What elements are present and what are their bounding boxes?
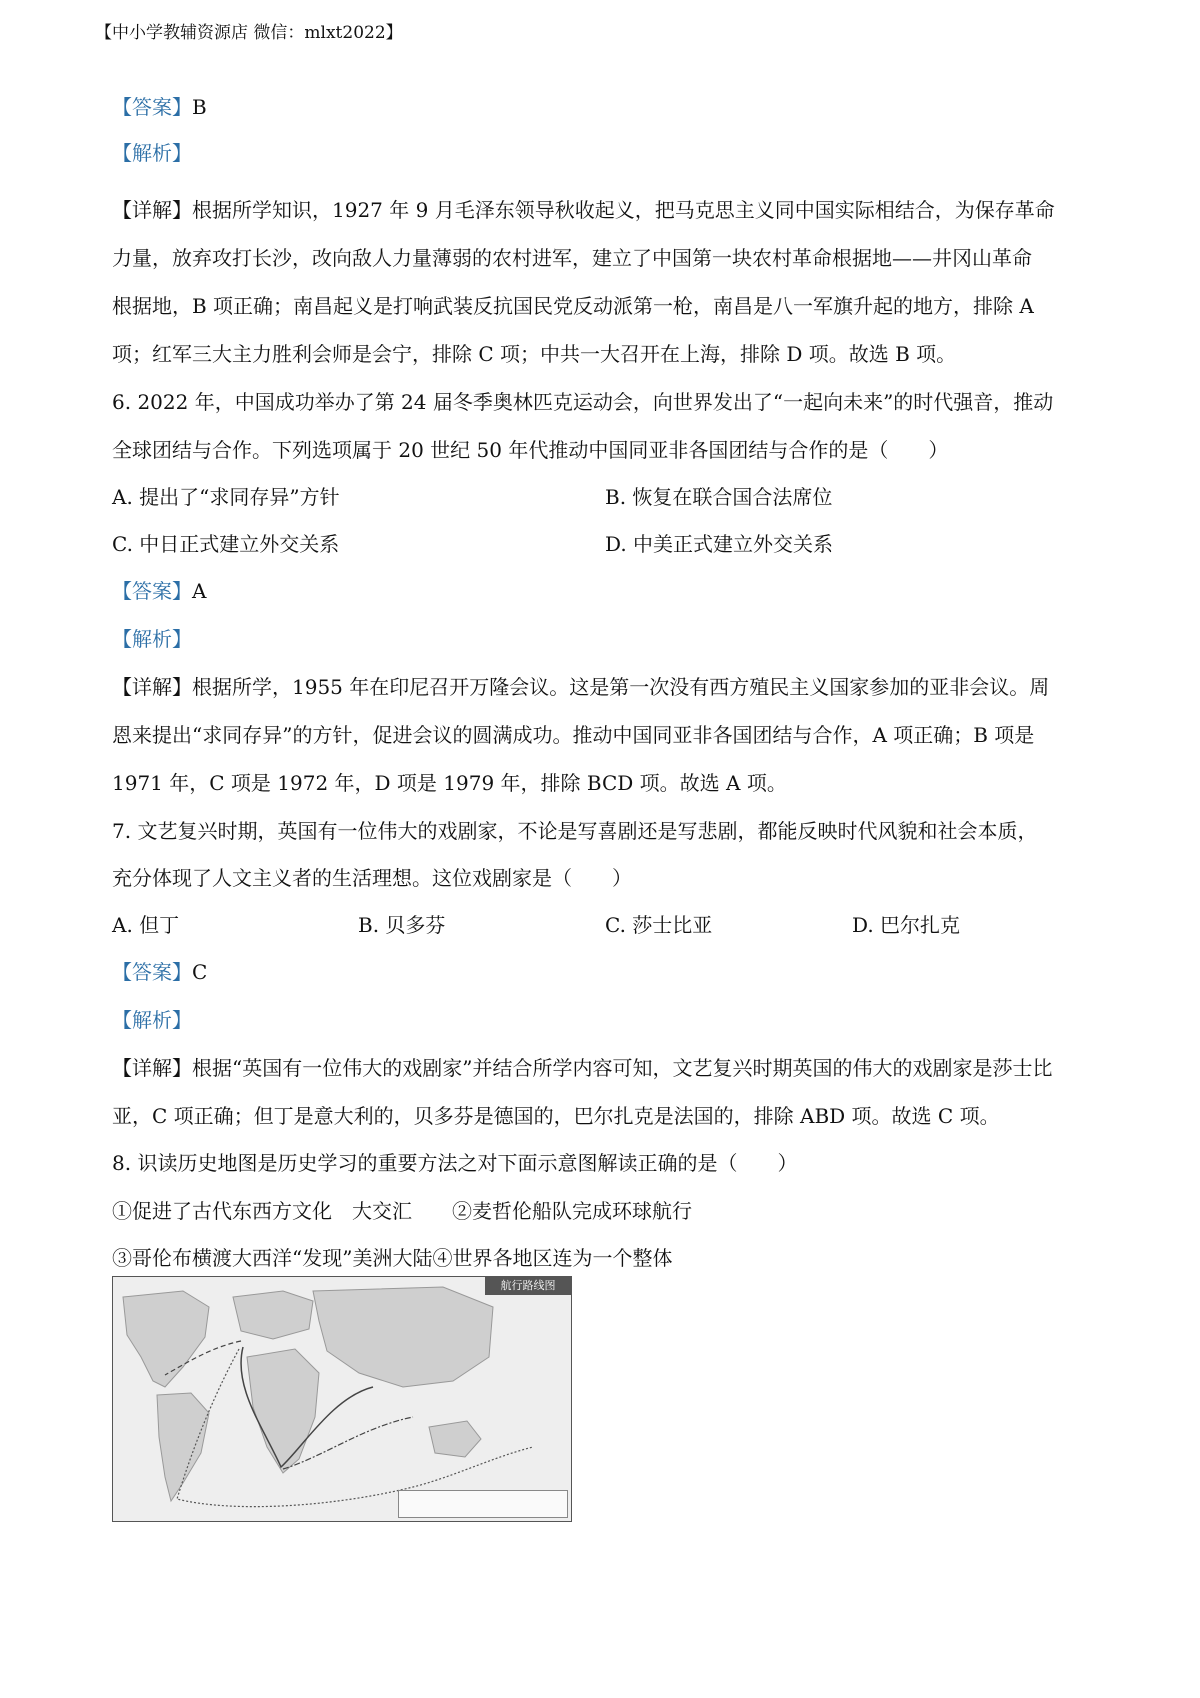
q5-analysis-line	[112, 139, 1102, 167]
q7-analysis-line	[112, 1006, 1102, 1034]
page-header: 【中小学教辅资源店 微信：mlxt2022】	[95, 23, 403, 43]
answer-tag: 【答案】	[112, 579, 192, 603]
q7-detail-line-1	[112, 1054, 1102, 1082]
q7-option-c: C. 莎士比亚	[605, 913, 713, 937]
analysis-tag: 【解析】	[112, 627, 192, 651]
q7-stem-line-1: 7. 文艺复兴时期，英国有一位伟大的戏剧家，不论是写喜剧还是写悲剧，都能反映时代风貌和社会本质，	[112, 819, 1038, 843]
q6-option-a: A. 提出了“求同存异”方针	[112, 485, 340, 509]
answer-value: C	[192, 960, 208, 984]
q6-options-row-1	[112, 483, 1102, 511]
q6-option-b: B. 恢复在联合国合法席位	[605, 485, 833, 509]
q6-stem-line-2: 全球团结与合作。下列选项属于 20 世纪 50 年代推动中国同亚非各国团结与合作的是（ ）	[112, 438, 949, 462]
q7-stem-line-2: 充分体现了人文主义者的生活理想。这位戏剧家是（ ）	[112, 866, 632, 890]
q5-detail-line-3: 根据地，B 项正确；南昌起义是打响武装反抗国民党反动派第一枪，南昌是八一军旗升起的地方，排除 A	[112, 294, 1034, 318]
detail-text: 根据所学知识，1927 年 9 月毛泽东领导秋收起义，把马克思主义同中国实际相结合，为保存革命	[192, 198, 1055, 222]
q6-detail-line-2: 恩来提出“求同存异”的方针，促进会议的圆满成功。推动中国同亚非各国团结与合作，A 项正确；B 项是	[112, 723, 1035, 747]
detail-text: 根据所学，1955 年在印尼召开万隆会议。这是第一次没有西方殖民主义国家参加的亚非会议。周	[192, 675, 1050, 699]
q6-stem-line-1: 6. 2022 年，中国成功举办了第 24 届冬季奥林匹克运动会，向世界发出了“一起向未来”的时代强音，推动	[112, 390, 1054, 414]
q8-stem: 8. 识读历史地图是历史学习的重要方法之对下面示意图解读正确的是（ ）	[112, 1151, 798, 1175]
q6-option-d: D. 中美正式建立外交关系	[605, 532, 834, 556]
q6-answer-line	[112, 577, 1102, 605]
answer-value: B	[192, 95, 207, 119]
map-legend	[398, 1490, 568, 1518]
q7-answer-line	[112, 958, 1102, 986]
q8-statement-2: ③哥伦布横渡大西洋“发现”美洲大陆④世界各地区连为一个整体	[112, 1246, 673, 1270]
answer-value: A	[192, 579, 207, 603]
q5-detail-line-2: 力量，放弃攻打长沙，改向敌人力量薄弱的农村进军，建立了中国第一块农村革命根据地——井冈山革命	[112, 246, 1032, 270]
q5-detail-line-4: 项；红军三大主力胜利会师是会宁，排除 C 项；中共一大召开在上海，排除 D 项。故选 B 项。	[112, 342, 957, 366]
q6-detail-line-3: 1971 年，C 项是 1972 年，D 项是 1979 年，排除 BCD 项。故选 A 项。	[112, 771, 787, 795]
answer-tag: 【答案】	[112, 960, 192, 984]
analysis-tag: 【解析】	[112, 1008, 192, 1032]
q6-analysis-line	[112, 625, 1102, 653]
answer-tag: 【答案】	[112, 95, 192, 119]
voyage-route-map	[112, 1276, 572, 1522]
q5-detail-line-1	[112, 196, 1102, 224]
analysis-tag: 【解析】	[112, 141, 192, 165]
detail-tag: 【详解】	[112, 1056, 192, 1080]
q6-option-c: C. 中日正式建立外交关系	[112, 532, 340, 556]
q8-statement-1: ①促进了古代东西方文化 大交汇 ②麦哲伦船队完成环球航行	[112, 1199, 692, 1223]
detail-tag: 【详解】	[112, 198, 192, 222]
q7-option-a: A. 但丁	[112, 913, 180, 937]
q7-option-b: B. 贝多芬	[358, 913, 446, 937]
detail-tag: 【详解】	[112, 675, 192, 699]
q5-answer-line	[112, 93, 1102, 121]
q7-detail-line-2: 亚，C 项正确；但丁是意大利的，贝多芬是德国的，巴尔扎克是法国的，排除 ABD 项。故选 C 项。	[112, 1104, 1000, 1128]
map-drawing	[113, 1277, 571, 1521]
q6-options-row-2	[112, 530, 1102, 558]
q7-option-d: D. 巴尔扎克	[852, 913, 961, 937]
q6-detail-line-1	[112, 673, 1102, 701]
detail-text: 根据“英国有一位伟大的戏剧家”并结合所学内容可知，文艺复兴时期英国的伟大的戏剧家是莎士比	[192, 1056, 1053, 1080]
map-title: 航行路线图	[485, 1277, 571, 1295]
